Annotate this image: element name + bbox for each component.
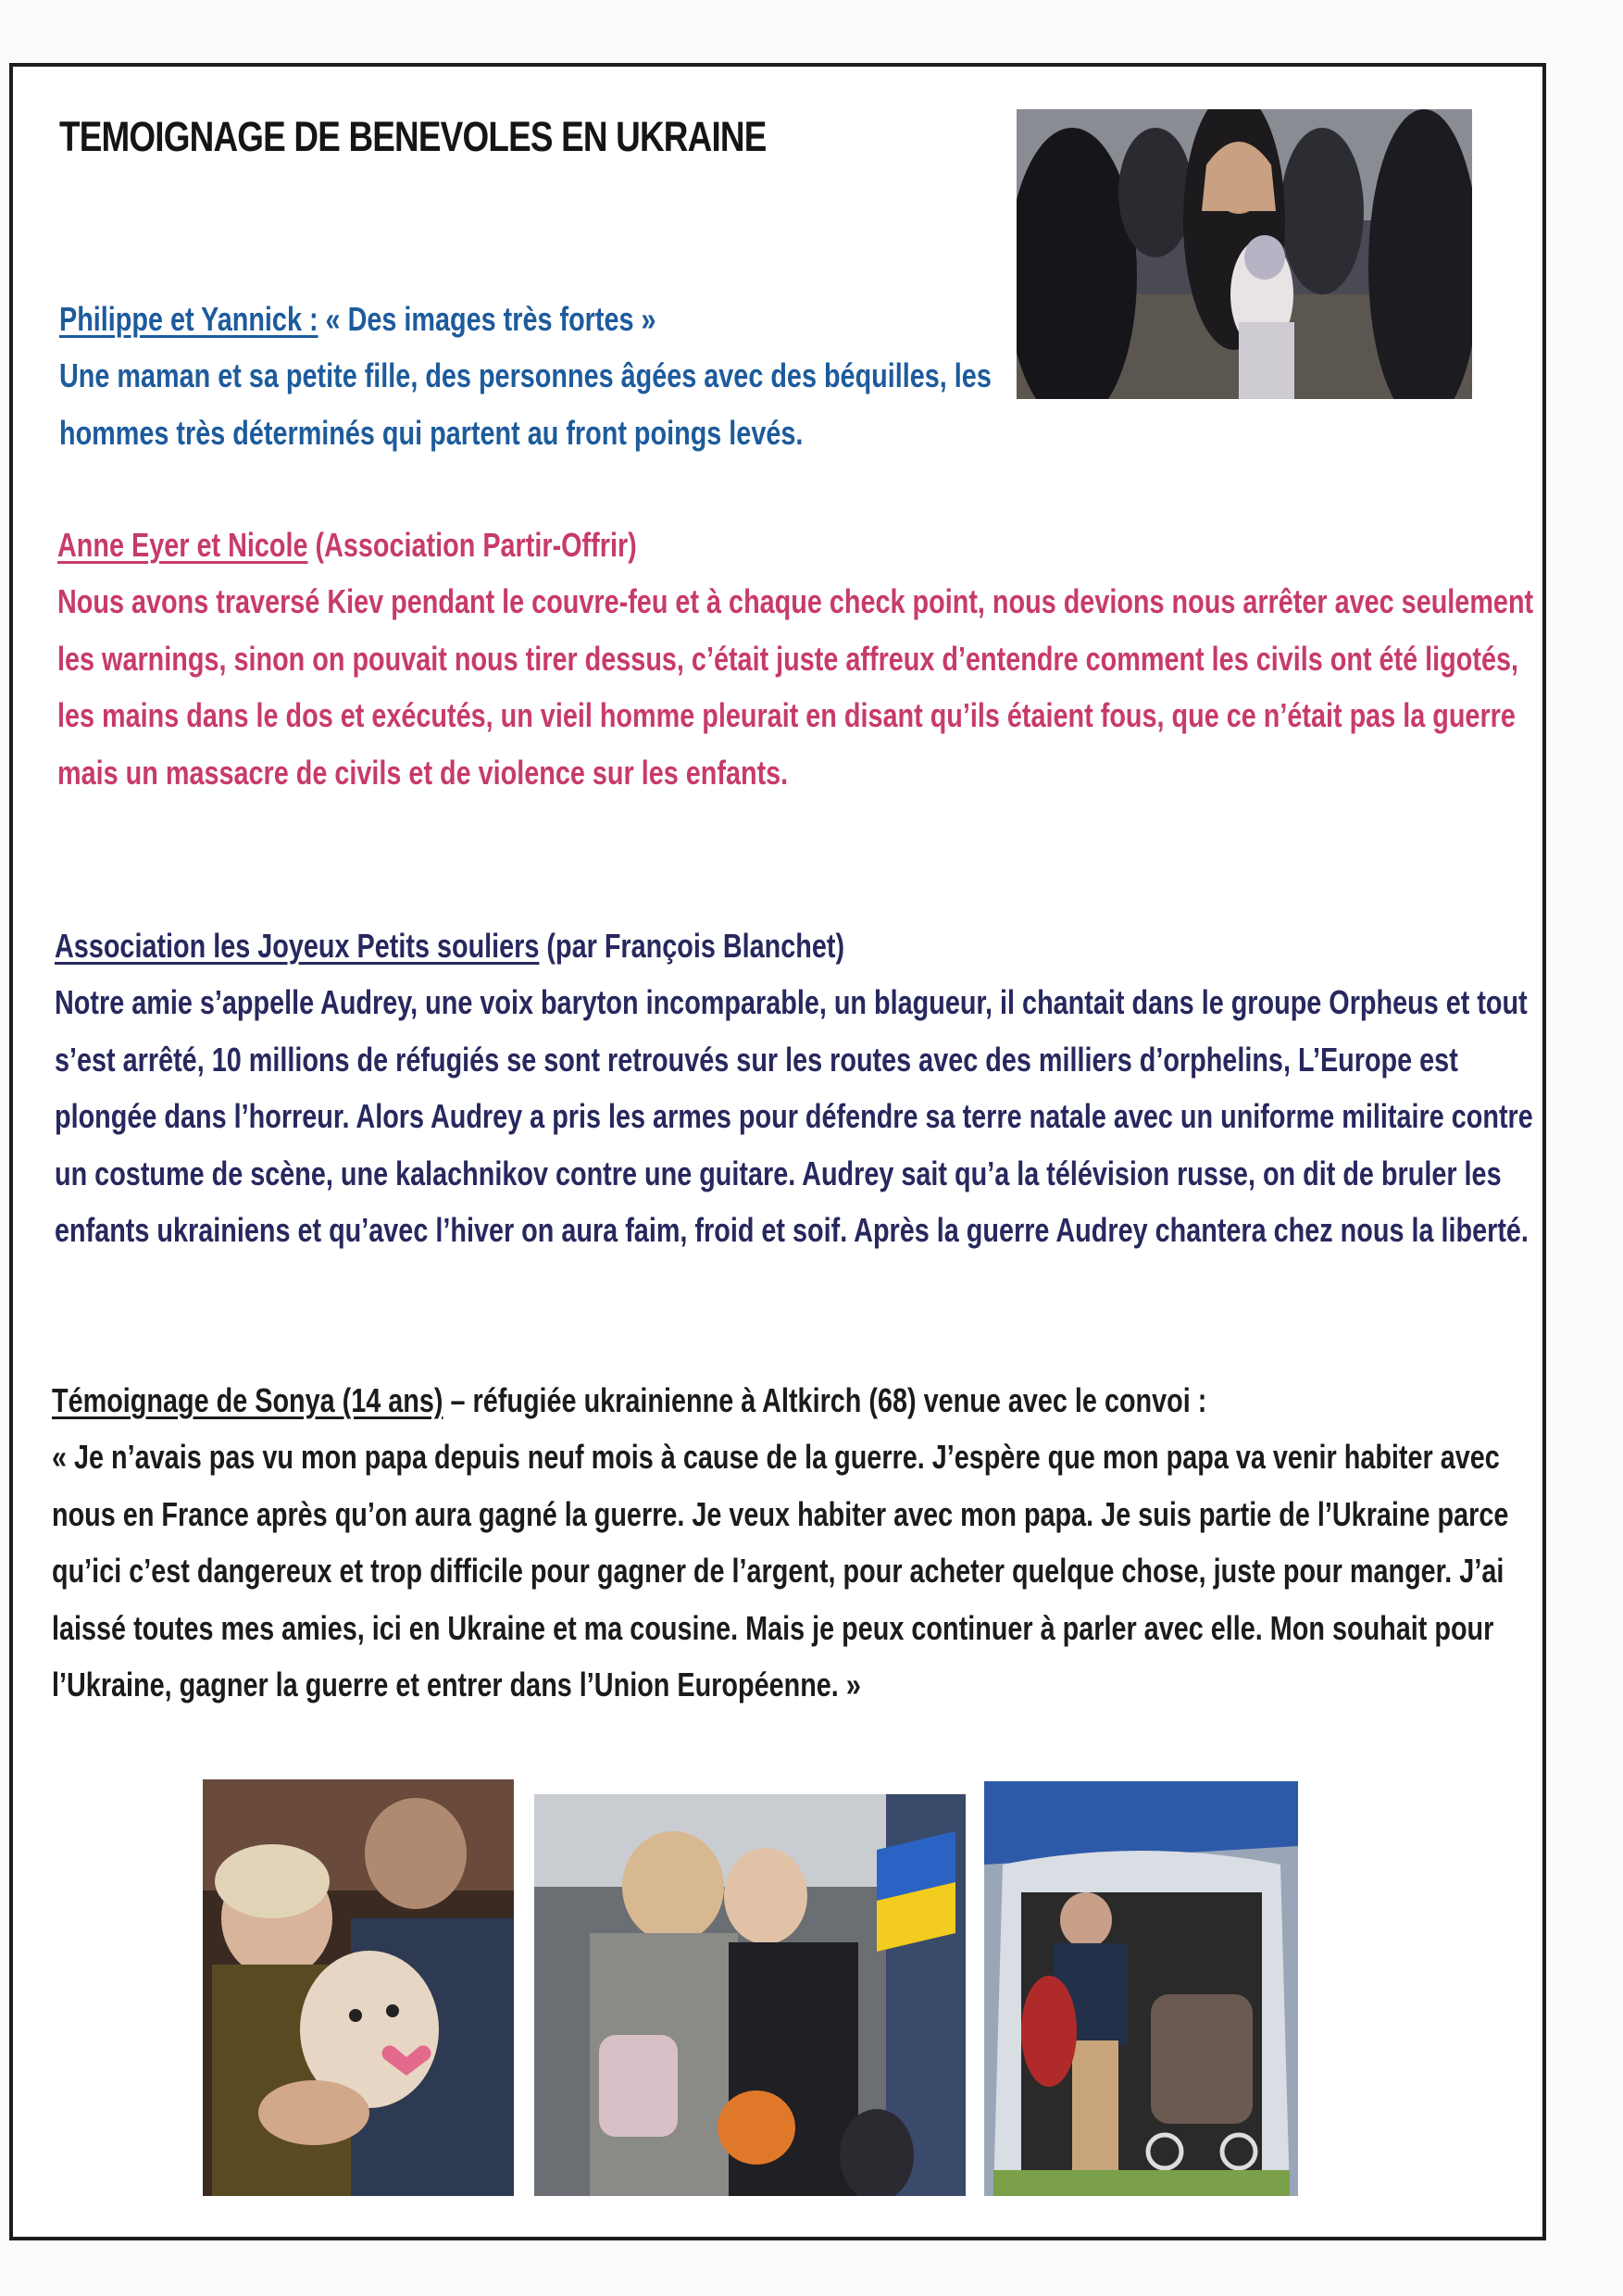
heading-association: Association les Joyeux Petits souliers xyxy=(55,927,540,965)
section-body: Une maman et sa petite fille, des personnes âgées avec des béquilles, les hommes très déterminés qui partent au front poings levés. xyxy=(59,356,992,452)
section-body: Notre amie s’appelle Audrey, une voix baryton incomparable, un blagueur, il chantait dans le groupe Orpheus et tout s’est arrêté, 10 millions de réfugiés se sont retrouvés sur les routes avec des milliers d’orphelins, L’Europe est plongée dans l’horreur. Alors Audrey a pris les armes pour défendre sa terre natale avec un uniforme militaire contre un costume de scène, une kalachnikov contre une guitare. Audrey sait qu’a la télévision russe, on dit de bruler les enfants ukrainiens et qu’avec l’hiver on aura faim, froid et soif. Après la guerre Audrey chantera chez nous la liberté. xyxy=(55,983,1533,1249)
photo-hugging-with-flag xyxy=(534,1794,966,2196)
heading-author: (par François Blanchet) xyxy=(539,927,845,965)
heading-names: Témoignage de Sonya (14 ans) xyxy=(52,1381,443,1419)
photo-van-loading xyxy=(984,1781,1298,2196)
heading-details: – réfugiée ukrainienne à Altkirch (68) venue avec le convoi : xyxy=(443,1381,1207,1419)
section-philippe-yannick xyxy=(59,291,1457,461)
heading-names: Philippe et Yannick : xyxy=(59,300,318,338)
section-heading xyxy=(59,291,1178,347)
section-joyeux-petits-souliers xyxy=(55,917,1623,1259)
section-anne-eyer-nicole xyxy=(57,517,1623,801)
page-title: TEMOIGNAGE DE BENEVOLES EN UKRAINE xyxy=(59,113,767,160)
section-body: « Je n’avais pas vu mon papa depuis neuf mois à cause de la guerre. J’espère que mon papa va venir habiter avec nous en France après qu’on aura gagné la guerre. Je veux habiter avec mon papa. Je suis partie de l’Ukraine parce qu’ici c’est dangereux et trop difficile pour gagner de l’argent, pour acheter quelque chose, juste pour manger. J’ai laissé toutes mes amies, ici en Ukraine et ma cousine. Mais je peux continuer à parler avec elle. Mon souhait pour l’Ukraine, gagner la guerre et entrer dans l’Union Européenne. » xyxy=(52,1438,1509,1703)
photo-children-with-plush xyxy=(203,1779,514,2196)
section-heading xyxy=(55,917,1566,974)
heading-association: (Association Partir-Offrir) xyxy=(307,526,637,564)
section-body: Nous avons traversé Kiev pendant le couvre-feu et à chaque check point, nous devions nous arrêter avec seulement les warnings, sinon on pouvait nous tirer dessus, c’était juste affreux d’entendre comment les civils ont été ligotés, les mains dans le dos et exécutés, un vieil homme pleurait en disant qu’ils étaient fous, que ce n’était pas la guerre mais un massacre de civils et de violence sur les enfants. xyxy=(57,582,1534,792)
section-sonya xyxy=(52,1372,1623,1714)
heading-quote: « Des images très fortes » xyxy=(318,300,656,338)
section-heading xyxy=(52,1372,1563,1429)
section-heading xyxy=(57,517,1554,573)
heading-names: Anne Eyer et Nicole xyxy=(57,526,308,564)
